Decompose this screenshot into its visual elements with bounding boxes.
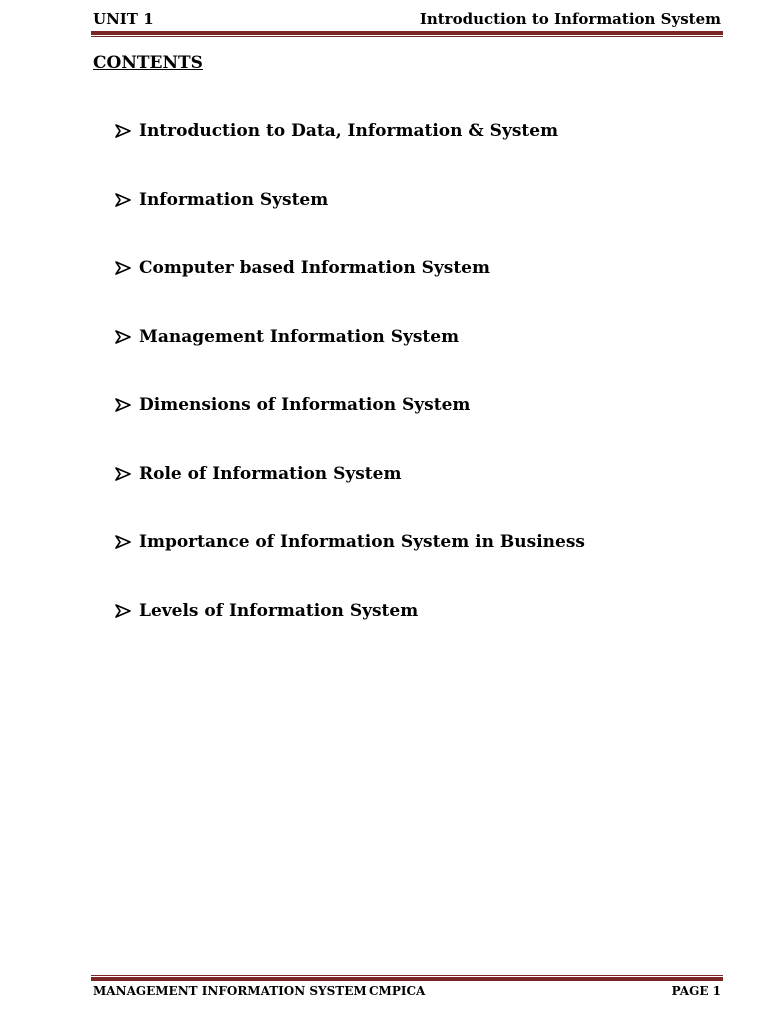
footer-institute-label: CMPICA	[369, 984, 426, 998]
contents-item-label: Dimensions of Information System	[139, 395, 471, 415]
header-chapter-title: Introduction to Information System	[419, 10, 721, 28]
arrowhead-bullet-icon	[115, 467, 131, 481]
footer-rule-thin	[91, 975, 723, 976]
contents-heading: CONTENTS	[93, 53, 203, 73]
page-footer	[93, 982, 721, 1000]
arrowhead-bullet-icon	[115, 535, 131, 549]
page-header	[93, 9, 721, 29]
header-unit-label: UNIT 1	[93, 10, 154, 28]
contents-item-label: Levels of Information System	[139, 600, 419, 621]
list-item	[115, 600, 585, 669]
list-item	[115, 326, 585, 395]
footer-rule-thick	[91, 977, 723, 981]
footer-page-number: PAGE 1	[671, 984, 721, 998]
contents-item-label: Role of Information System	[139, 463, 402, 484]
list-item	[115, 189, 585, 258]
arrowhead-bullet-icon	[115, 604, 131, 618]
contents-item-label: Computer based Information System	[139, 258, 490, 278]
contents-list	[115, 120, 585, 668]
list-item	[115, 463, 585, 532]
contents-item-label: Management Information System	[139, 326, 460, 347]
list-item	[115, 394, 585, 463]
arrowhead-bullet-icon	[115, 261, 131, 275]
footer-subject-label: MANAGEMENT INFORMATION SYSTEM	[93, 984, 367, 998]
arrowhead-bullet-icon	[115, 398, 131, 412]
arrowhead-bullet-icon	[115, 330, 131, 344]
contents-item-label: Introduction to Data, Information & System	[139, 121, 559, 141]
contents-item-label: Importance of Information System in Business	[139, 532, 585, 552]
list-item	[115, 257, 585, 326]
arrowhead-bullet-icon	[115, 124, 131, 138]
contents-item-label: Information System	[139, 189, 329, 210]
header-rule-thick	[91, 31, 723, 35]
arrowhead-bullet-icon	[115, 193, 131, 207]
header-rule-thin	[91, 36, 723, 37]
list-item	[115, 120, 585, 189]
list-item	[115, 531, 585, 600]
